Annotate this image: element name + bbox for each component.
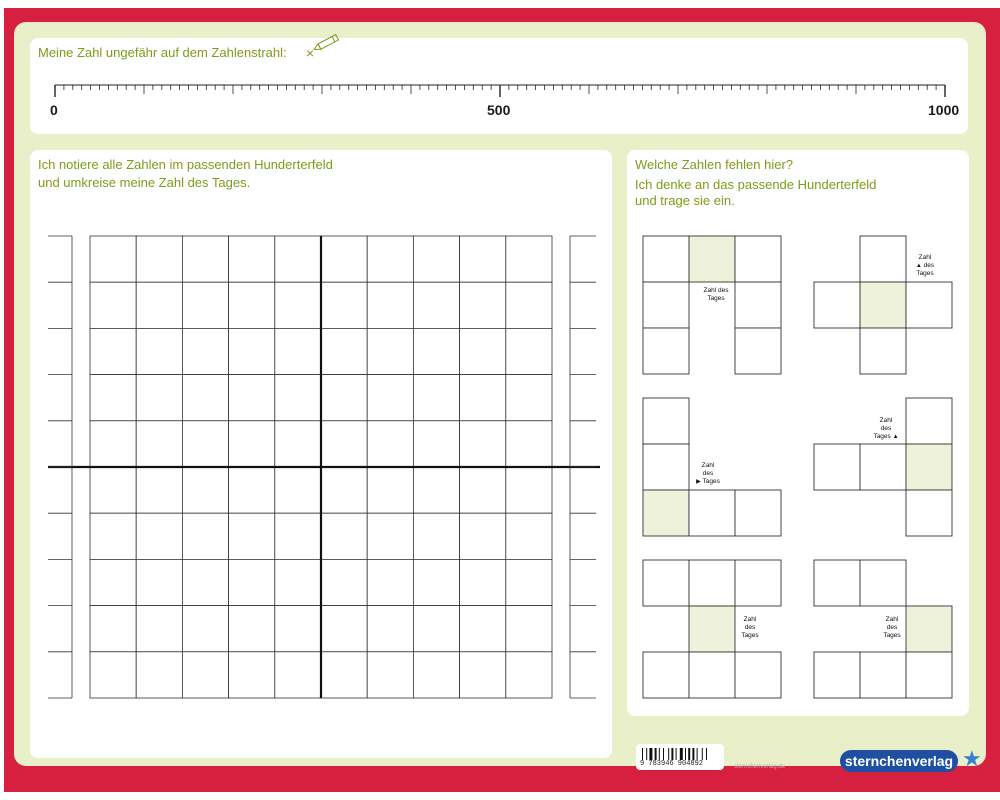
answer-cell[interactable] <box>860 652 906 698</box>
zahl-des-tages-label-1: Zahl des Tages <box>703 287 729 302</box>
answer-cell[interactable] <box>643 490 689 536</box>
zahl-des-tages-label-4: Zahl des ▶ Tages <box>696 462 720 485</box>
answer-cell[interactable] <box>643 236 689 282</box>
answer-cell[interactable] <box>814 652 860 698</box>
faint-footer-text: sternchenverlag.de <box>734 764 786 770</box>
barcode-bar <box>697 748 698 760</box>
number-line-instruction: Meine Zahl ungefähr auf dem Zahlenstrahl: <box>38 45 287 60</box>
arrow-icon: ▲ <box>915 263 922 269</box>
answer-cell[interactable] <box>814 444 860 490</box>
answer-cell[interactable] <box>689 606 735 652</box>
barcode-bar <box>663 748 664 760</box>
missing-numbers-instruction-line2: und trage sie ein. <box>635 193 735 208</box>
hundred-field-instruction-line2: und umkreise meine Zahl des Tages. <box>38 175 251 190</box>
answer-cell[interactable] <box>735 328 781 374</box>
barcode-bar <box>649 748 652 760</box>
answer-cell[interactable] <box>735 652 781 698</box>
missing-numbers-instruction-line1: Ich denke an das passende Hunderterfeld <box>635 177 877 192</box>
arrow-icon: ▶ <box>696 479 701 485</box>
zahl-des-tages-label-5: Zahl des Tages <box>741 616 759 639</box>
answer-cell[interactable] <box>860 328 906 374</box>
answer-cell[interactable] <box>689 560 735 606</box>
barcode-bar <box>688 748 690 760</box>
answer-cell[interactable] <box>906 490 952 536</box>
answer-cell[interactable] <box>643 444 689 490</box>
marker-cross: × <box>306 45 315 61</box>
answer-cell[interactable] <box>906 652 952 698</box>
hundred-field-instruction-line1: Ich notiere alle Zahlen im passenden Hunderterfeld <box>38 157 333 172</box>
answer-cell[interactable] <box>689 236 735 282</box>
answer-cell[interactable] <box>643 652 689 698</box>
answer-cell[interactable] <box>906 606 952 652</box>
answer-cell[interactable] <box>814 282 860 328</box>
barcode-bar <box>671 748 673 760</box>
answer-cell[interactable] <box>643 398 689 444</box>
barcode-bar <box>702 748 703 760</box>
zahl-des-tages-label-3: Zahl des Tages ▲ <box>873 417 899 440</box>
answer-cell[interactable] <box>643 282 689 328</box>
answer-cell[interactable] <box>689 490 735 536</box>
barcode-bar <box>676 748 677 760</box>
barcode-bar <box>668 748 669 760</box>
barcode-bar <box>706 748 707 760</box>
ruler-label-1000: 1000 <box>928 102 960 118</box>
answer-cell[interactable] <box>643 328 689 374</box>
missing-numbers-question: Welche Zahlen fehlen hier? <box>635 157 794 172</box>
barcode-bar <box>642 748 643 760</box>
barcode-bar <box>659 748 660 760</box>
publisher-logo: sternchenverlag <box>840 750 958 772</box>
answer-cell[interactable] <box>643 560 689 606</box>
answer-cell[interactable] <box>689 652 735 698</box>
star-icon: ★ <box>962 746 982 771</box>
barcode-number: 9 783946 904892 <box>640 760 704 768</box>
answer-cell[interactable] <box>860 282 906 328</box>
answer-cell[interactable] <box>906 444 952 490</box>
answer-cell[interactable] <box>735 560 781 606</box>
barcode-bar <box>685 748 686 760</box>
answer-cell[interactable] <box>735 282 781 328</box>
answer-cell[interactable] <box>860 236 906 282</box>
answer-cell[interactable] <box>735 490 781 536</box>
barcode-bar <box>646 748 647 760</box>
answer-cell[interactable] <box>906 282 952 328</box>
arrow-icon: ▲ <box>892 434 899 440</box>
ruler-label-0: 0 <box>50 102 58 118</box>
answer-cell[interactable] <box>814 560 860 606</box>
zahl-des-tages-label-6: Zahl des Tages <box>883 616 901 639</box>
answer-cell[interactable] <box>860 560 906 606</box>
answer-cell[interactable] <box>906 398 952 444</box>
answer-cell[interactable] <box>860 444 906 490</box>
barcode-bar <box>680 748 683 760</box>
ruler-label-500: 500 <box>487 102 511 118</box>
barcode-bar <box>692 748 694 760</box>
barcode-bar <box>655 748 657 760</box>
answer-cell[interactable] <box>735 236 781 282</box>
zahl-des-tages-label-2: Zahl ▲ des Tages <box>915 254 935 277</box>
